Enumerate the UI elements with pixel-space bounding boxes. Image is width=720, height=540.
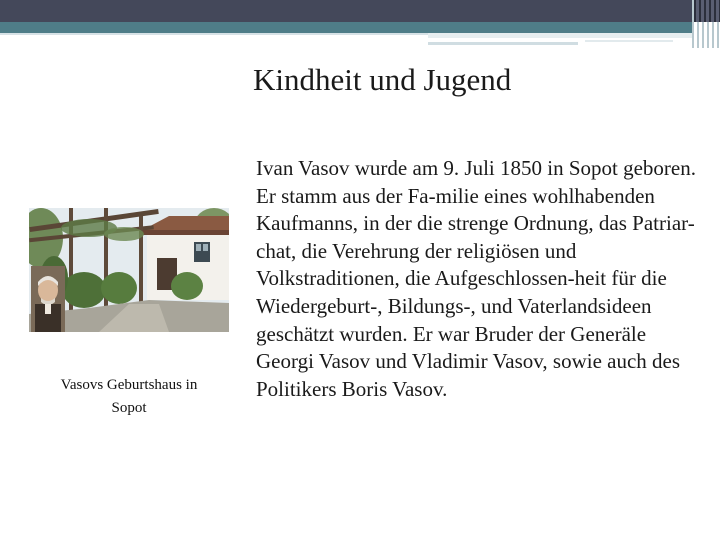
slide-title: Kindheit und Jugend	[253, 62, 512, 97]
header-decor-stripes	[694, 0, 720, 22]
header-decor-line	[585, 40, 673, 42]
header-bar	[0, 0, 720, 22]
header-decor-line	[0, 33, 430, 35]
biography-paragraph: Ivan Vasov wurde am 9. Juli 1850 in Sopot geboren. Er stamm aus der Fa-milie eines wohlhabenden Kaufmanns, in der die strenge Ordnung, das Patriar-chat, die Verehrung der religiösen und Volkstraditionen, die Aufgeschlossen-heit für die Wiedergeburt-, Bildungs-, und Vaterlandsideen geschätzt wurden. Er war Bruder der Generäle Georgi Vasov und Vladimir Vasov, sowie auch des Politikers Boris Vasov.	[256, 156, 696, 401]
birth-house-photo	[29, 208, 229, 332]
header-accent-bar	[0, 22, 720, 33]
header-decor-line	[428, 33, 720, 38]
photo-caption-line: Vasovs Geburtshaus in	[60, 377, 198, 393]
header-decor-line	[428, 42, 578, 45]
photo-caption	[29, 374, 229, 420]
photo-caption-line: Sopot	[111, 400, 147, 416]
